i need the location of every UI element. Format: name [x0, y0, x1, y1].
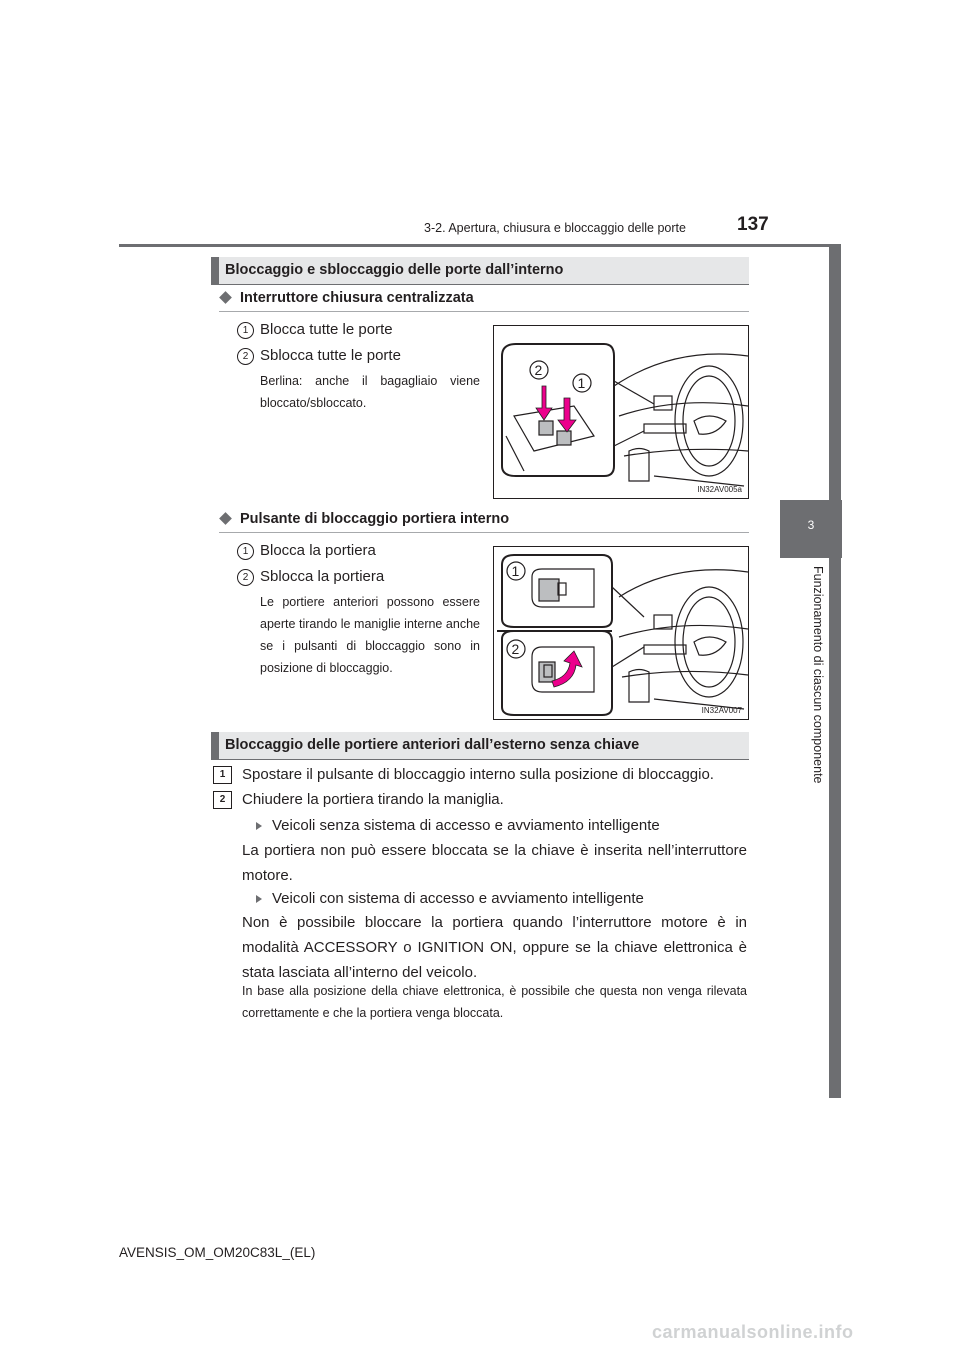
section-bar-accent	[211, 257, 219, 284]
note-text: Le portiere anteriori possono essere aperte tirando le maniglie interne anche se i pulsanti di bloccaggio sono in posizione di bloccaggio.	[260, 595, 480, 675]
subheading-central-lock	[219, 290, 474, 306]
list-item: Blocca tutte le porte	[260, 321, 393, 338]
section-bar-interior	[211, 257, 749, 285]
section-bar-accent	[211, 732, 219, 759]
figure-door-lock-button	[493, 546, 749, 720]
document-code: AVENSIS_OM_OM20C83L_(EL)	[119, 1245, 316, 1260]
case-text-without: La portiera non può essere bloccata se la chiave è inserita nell’interruttore motore.	[242, 842, 747, 884]
figure-callout-2: 2	[534, 362, 543, 378]
dashboard-illustration	[494, 326, 748, 498]
subheading-text: Interruttore chiusura centralizzata	[240, 290, 474, 306]
subheading-door-lock-button	[219, 511, 509, 527]
step-number: 1	[213, 766, 232, 784]
figure-callout-1: 1	[511, 563, 520, 579]
section-title: Bloccaggio delle portiere anteriori dall’esterno senza chiave	[225, 737, 640, 753]
page-number: 137	[737, 214, 769, 235]
step-text: Spostare il pulsante di bloccaggio interno sulla posizione di bloccaggio.	[242, 766, 714, 783]
figure-code: IN32AV007	[701, 706, 742, 715]
step-number: 2	[213, 791, 232, 809]
subheading-text: Pulsante di bloccaggio portiera interno	[240, 511, 510, 527]
side-tab-strip	[829, 244, 841, 1098]
note-text: Berlina: anche il bagagliaio viene bloccato/sbloccato.	[260, 374, 480, 410]
diamond-bullet-icon	[219, 512, 232, 525]
triangle-bullet-icon	[256, 895, 262, 903]
case-label-text: Veicoli con sistema di accesso e avviamento intelligente	[272, 890, 644, 907]
callout-number: 2	[237, 348, 254, 365]
door-panel-illustration	[494, 547, 748, 719]
header-rule	[119, 244, 841, 247]
callout-number: 1	[237, 322, 254, 339]
case-label-with	[256, 886, 746, 911]
section-title: Bloccaggio e sbloccaggio delle porte dall’interno	[225, 262, 564, 278]
callout-number: 2	[237, 569, 254, 586]
figure-code: IN32AV005a	[697, 485, 742, 494]
running-header-title: 3-2. Apertura, chiusura e bloccaggio delle porte	[424, 221, 686, 235]
list-item: Sblocca la portiera	[260, 568, 385, 585]
diamond-bullet-icon	[219, 291, 232, 304]
figure-central-lock-switch	[493, 325, 749, 499]
step-text: Chiudere la portiera tirando la maniglia.	[242, 791, 504, 808]
triangle-bullet-icon	[256, 822, 262, 830]
case-label-without	[256, 813, 746, 838]
section-bar-exterior	[211, 732, 749, 760]
case-label-text: Veicoli senza sistema di accesso e avviamento intelligente	[272, 817, 660, 834]
subheading-rule	[219, 532, 749, 533]
chapter-label: Funzionamento di ciascun componente	[811, 566, 825, 784]
case-text-with: Non è possibile bloccare la portiera quando l’interruttore motore è in modalità ACCESSORY o IGNITION ON, oppure se la chiave elettronica è stata lasciata all’interno del veicolo.	[242, 914, 747, 981]
callout-number: 1	[237, 543, 254, 560]
watermark: carmanualsonline.info	[652, 1322, 854, 1342]
note-text: In base alla posizione della chiave elettronica, è possibile che questa non venga rilevata correttamente e che la portiera venga bloccata.	[242, 984, 747, 1020]
list-item: Sblocca tutte le porte	[260, 347, 401, 364]
figure-callout-1: 1	[577, 375, 586, 391]
list-item: Blocca la portiera	[260, 542, 376, 559]
figure-callout-2: 2	[511, 641, 520, 657]
chapter-number: 3	[807, 518, 815, 532]
subheading-rule	[219, 311, 749, 312]
